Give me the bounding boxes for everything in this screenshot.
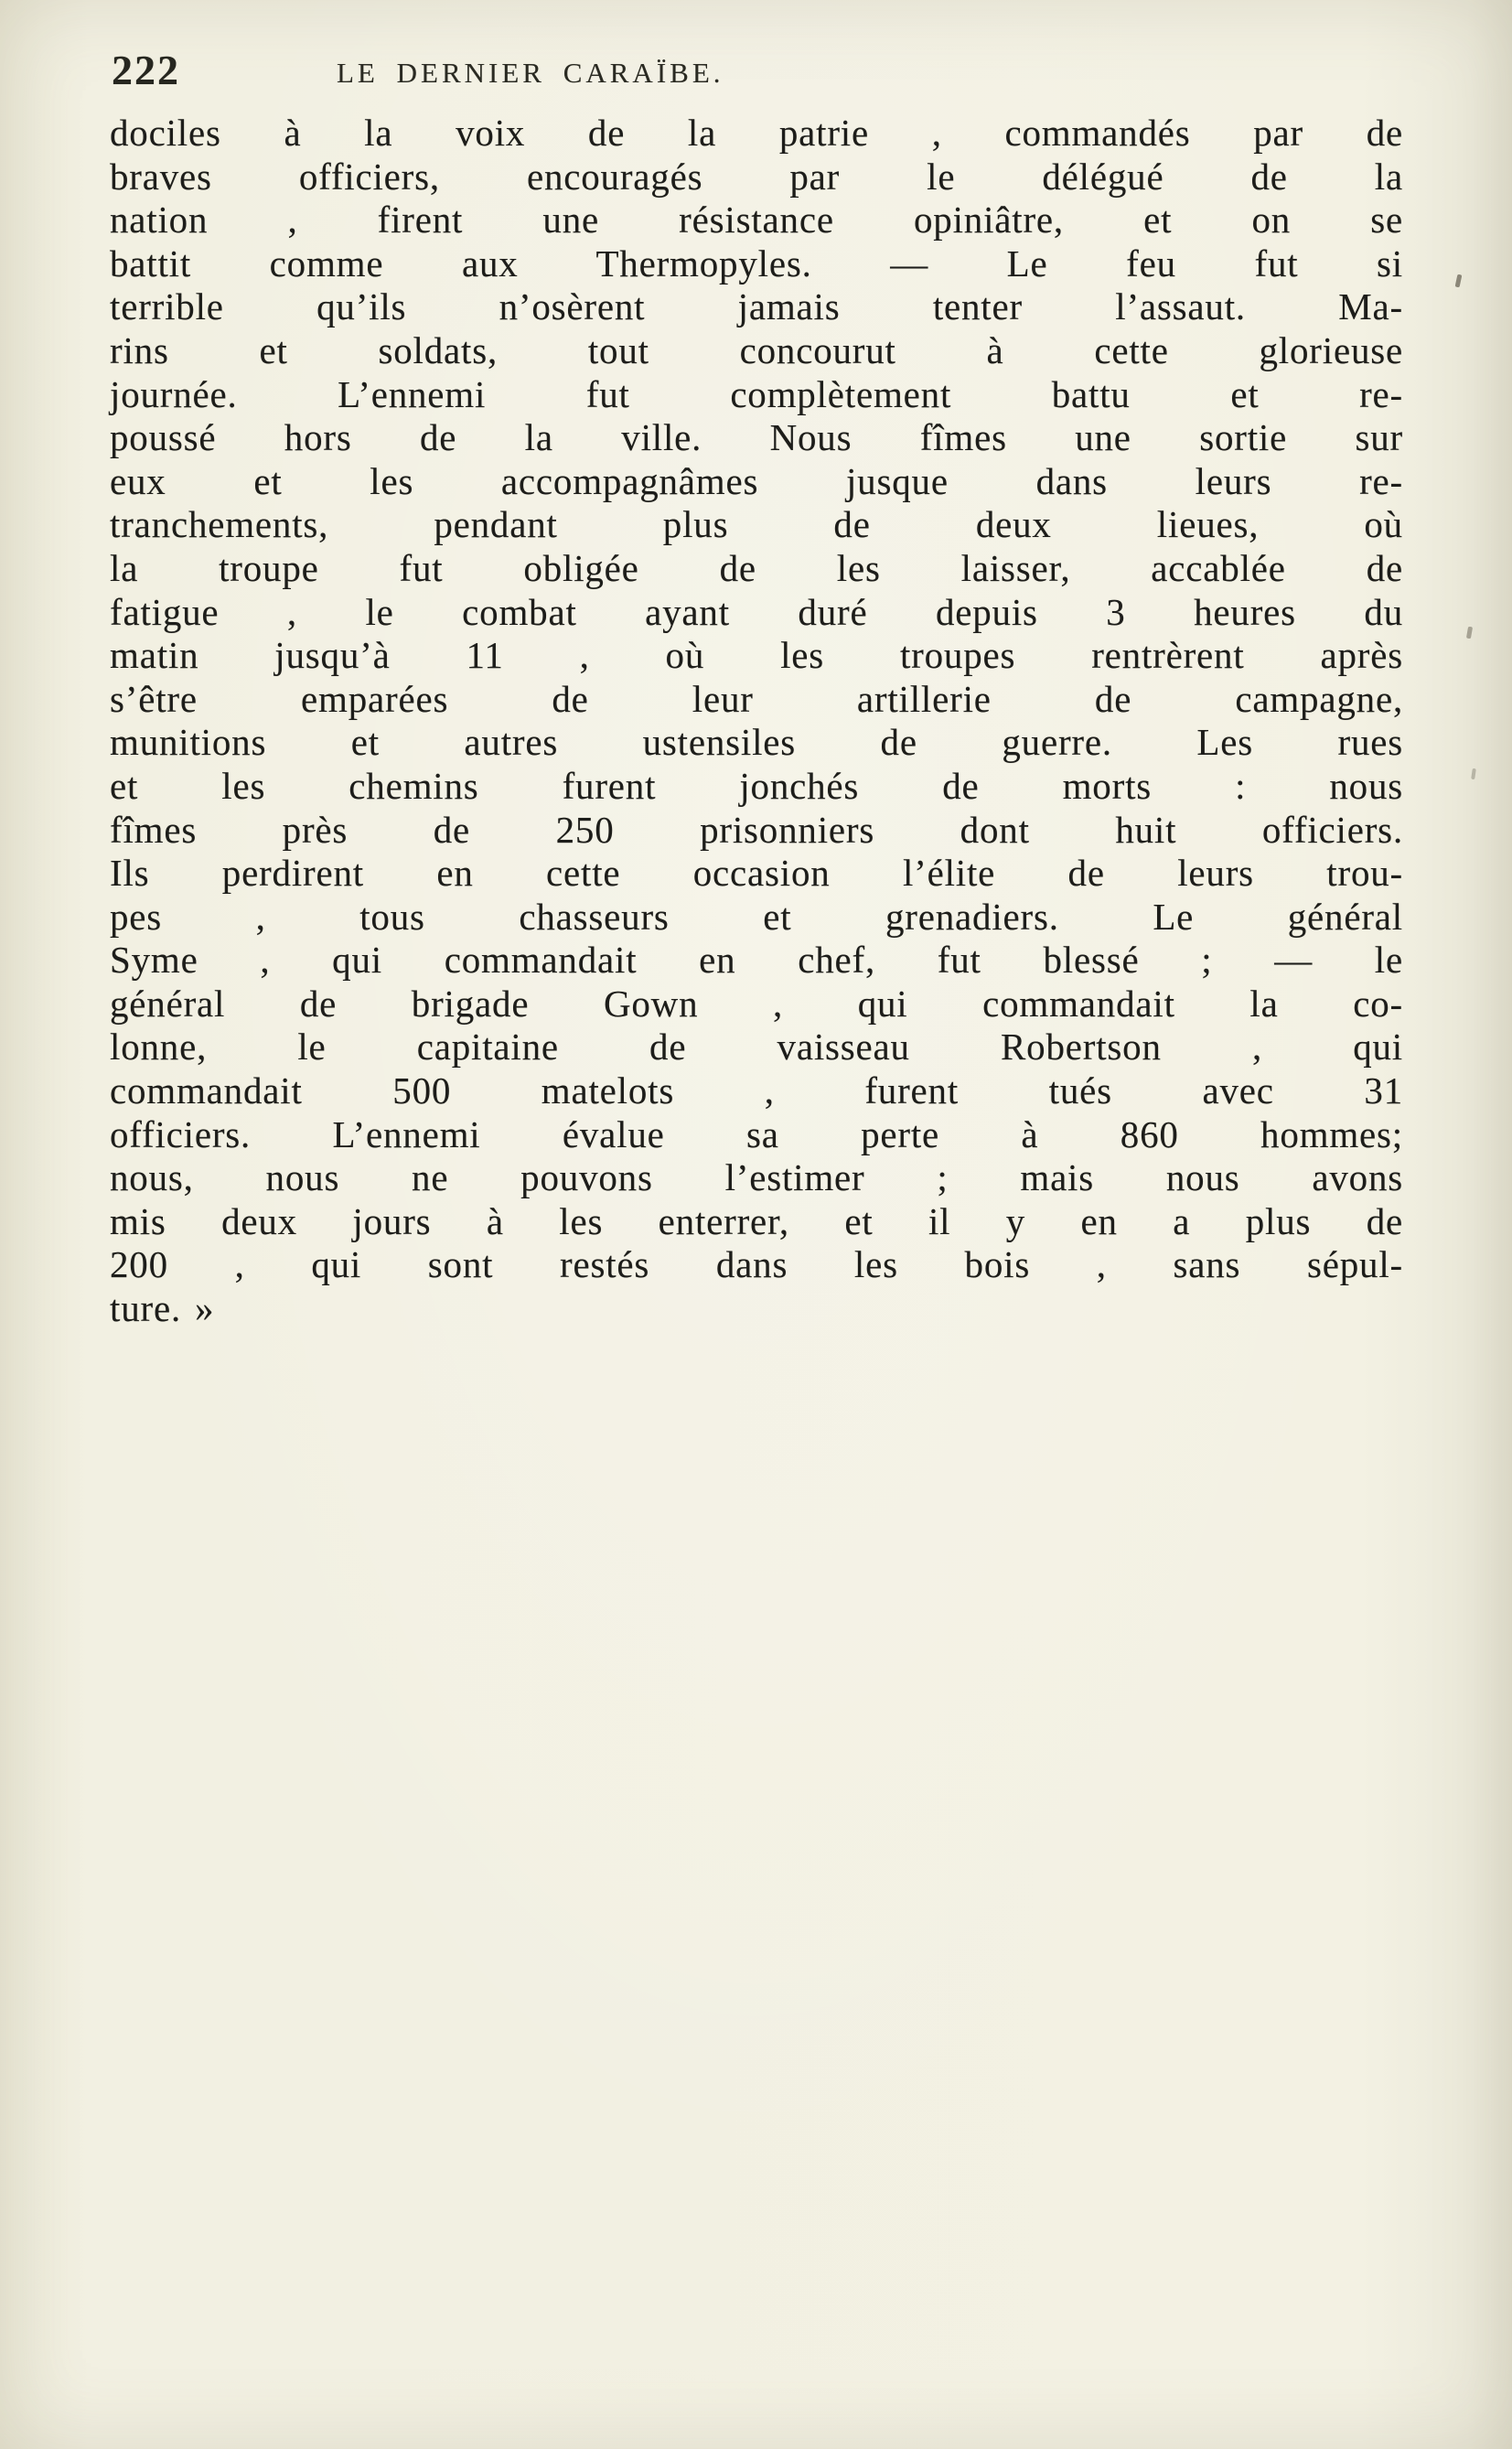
text-line: s’être emparées de leur artillerie de campagne,	[110, 677, 1403, 720]
text-line: dociles à la voix de la patrie , commandés par de	[110, 112, 1403, 154]
scan-speck	[1455, 274, 1463, 288]
text-line: Ils perdirent en cette occasion l’élite de leurs trou-	[110, 852, 1403, 895]
scan-speck	[1471, 768, 1476, 779]
text-line: et les chemins furent jonchés de morts : nous	[110, 764, 1403, 807]
text-line: 200 , qui sont restés dans les bois , sans sépul-	[110, 1243, 1403, 1286]
text-line: battit comme aux Thermopyles. — Le feu fut si	[110, 242, 1403, 285]
text-line: mis deux jours à les enterrer, et il y en a plus de	[110, 1199, 1403, 1242]
text-line: fatigue , le combat ayant duré depuis 3 heures du	[110, 590, 1403, 633]
text-line: poussé hors de la ville. Nous fîmes une sortie sur	[110, 416, 1403, 459]
text-line: ture. »	[110, 1287, 215, 1330]
text-line: commandait 500 matelots , furent tués avec 31	[110, 1069, 1403, 1112]
body-text	[110, 112, 1403, 1331]
text-line: lonne, le capitaine de vaisseau Robertson , qui	[110, 1026, 1403, 1069]
text-line: général de brigade Gown , qui commandait la co-	[110, 982, 1403, 1025]
text-line: tranchements, pendant plus de deux lieues, où	[110, 503, 1403, 546]
text-line: nation , firent une résistance opiniâtre, et on se	[110, 199, 1403, 242]
text-line: braves officiers, encouragés par le délégué de la	[110, 155, 1403, 198]
text-line: pes , tous chasseurs et grenadiers. Le général	[110, 895, 1403, 938]
text-line: eux et les accompagnâmes jusque dans leurs re-	[110, 459, 1403, 502]
running-title: LE DERNIER CARAÏBE.	[337, 57, 724, 89]
page-header	[110, 46, 1402, 110]
text-line: Syme , qui commandait en chef, fut blessé ; — le	[110, 939, 1403, 982]
text-line: matin jusqu’à 11 , où les troupes rentrèrent après	[110, 634, 1403, 677]
text-line: la troupe fut obligée de les laisser, accablée de	[110, 546, 1403, 589]
text-line: officiers. L’ennemi évalue sa perte à 860 hommes;	[110, 1112, 1403, 1155]
scan-speck	[1466, 627, 1473, 639]
text-line: fîmes près de 250 prisonniers dont huit officiers.	[110, 808, 1403, 851]
text-line: munitions et autres ustensiles de guerre. Les rues	[110, 721, 1403, 764]
text-line: rins et soldats, tout concourut à cette glorieuse	[110, 328, 1403, 371]
text-line: terrible qu’ils n’osèrent jamais tenter l’assaut. Ma-	[110, 285, 1403, 328]
text-line: nous, nous ne pouvons l’estimer ; mais nous avons	[110, 1156, 1403, 1199]
text-line: journée. L’ennemi fut complètement battu et re-	[110, 372, 1403, 415]
page-number: 222	[112, 47, 180, 93]
